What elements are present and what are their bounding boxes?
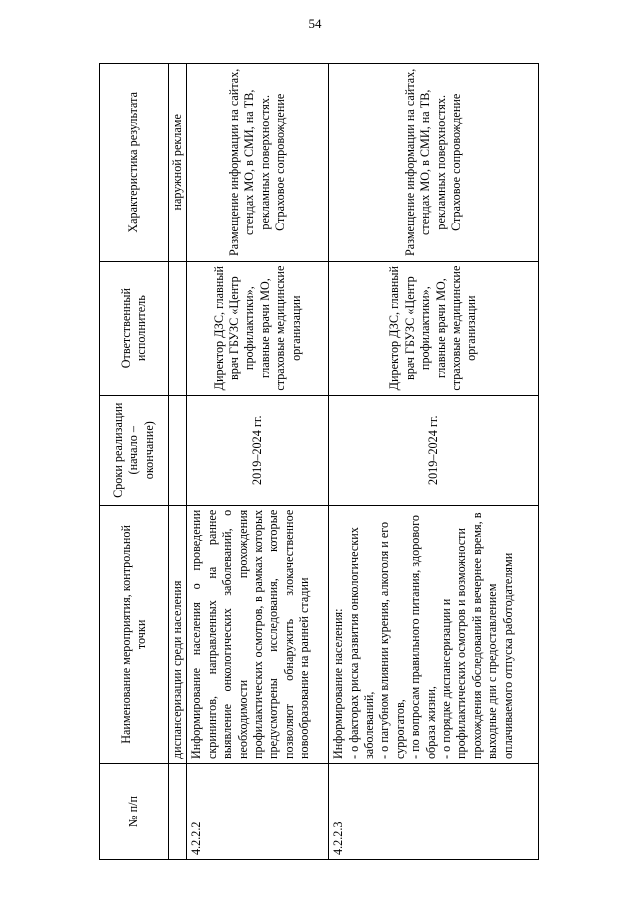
row-num: 4.2.2.3 <box>329 764 539 860</box>
continuation-period <box>169 395 187 505</box>
header-executor: Ответственный исполнитель <box>100 261 169 395</box>
continuation-row <box>169 64 187 860</box>
row-executor: Директор ДЗС, главный врач ГБУЗС «Центр профилактики», главные врачи МО, страховые медицинские организации <box>329 261 539 395</box>
row-name-item: - о факторах риска развития онкологических заболеваний, <box>346 527 376 760</box>
continuation-num <box>169 764 187 860</box>
page-number: 54 <box>308 16 322 31</box>
row-period: 2019–2024 гг. <box>329 395 539 505</box>
row-name-item: - по вопросам правильного питания, здорового образа жизни, <box>408 515 438 760</box>
row-num: 4.2.2.2 <box>187 764 329 860</box>
continuation-name: диспансеризации среди населения <box>169 505 187 763</box>
continuation-result: наружной рекламе <box>169 64 187 262</box>
header-result: Характеристика результата <box>100 64 169 262</box>
table-header-row <box>100 64 169 860</box>
row-result: Размещение информации на сайтах, стендах МО, в СМИ, на ТВ, рекламных поверхностях. Страховое сопровождение <box>187 64 329 262</box>
row-name: Информирование населения о проведении скринингов, направленных на раннее выявление онкологических заболеваний, о необходимости прохождения профилактических осмотров, в рамках которых предусмотрены исследования, которые позволяют обнаружить злокачественное новообразование на ранней стадии <box>187 505 329 763</box>
row-executor: Директор ДЗС, главный врач ГБУЗС «Центр профилактики», главные врачи МО, страховые медицинские организации <box>187 261 329 395</box>
continuation-executor <box>169 261 187 395</box>
row-name <box>329 505 539 763</box>
rotated-table-container <box>99 63 539 860</box>
table-row <box>187 64 329 860</box>
table-row <box>329 64 539 860</box>
measures-table <box>99 63 539 860</box>
header-period: Сроки реализации (начало – окончание) <box>100 395 169 505</box>
row-result: Размещение информации на сайтах, стендах МО, в СМИ, на ТВ, рекламных поверхностях. Страховое сопровождение <box>329 64 539 262</box>
header-num: № п/п <box>100 764 169 860</box>
header-name: Наименование мероприятия, контрольной точки <box>100 505 169 763</box>
row-name-intro: Информирование населения: <box>331 608 346 760</box>
row-period: 2019–2024 гг. <box>187 395 329 505</box>
row-name-item: - о пагубном влиянии курения, алкоголя и его суррогатов, <box>377 521 407 760</box>
row-name-item: - о порядке диспансеризации и профилактических осмотров и возможности прохождения обследований в вечернее время, в выходные дни с предоставлением оплачиваемого отпуска работодателями <box>438 512 515 760</box>
